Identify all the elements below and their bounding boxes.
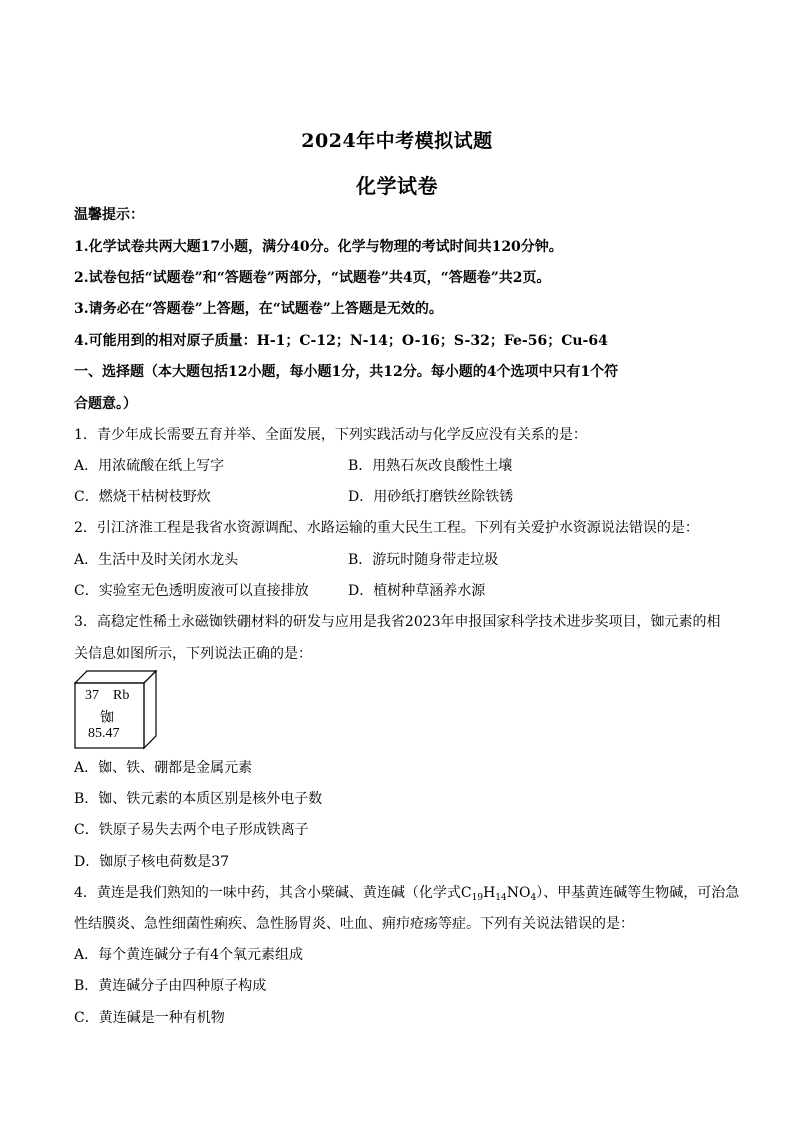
q2-option-d: D．植树种草涵养水源 — [348, 583, 486, 599]
q4-option-a: A．每个黄连碱分子有4个氧元素组成 — [74, 947, 304, 963]
q2-option-b: B．游玩时随身带走垃圾 — [348, 552, 499, 568]
notice-item-1: 1.化学试卷共两大题17小题，满分40分。化学与物理的考试时间共120分钟。 — [74, 239, 563, 255]
q3-option-a: A．铷、铁、硼都是金属元素 — [74, 760, 253, 776]
section-heading-line2: 合题意。） — [74, 396, 137, 412]
q4-formula-sub-h: 14 — [495, 893, 507, 903]
q1-option-a: A．用浓硫酸在纸上写字 — [74, 458, 225, 474]
q4-option-b: B．黄连碱分子由四种原子构成 — [74, 978, 267, 994]
q4-stem-pre: 4．黄连是我们熟知的一味中药，其含小檗碱、黄连碱（化学式C — [74, 885, 472, 901]
q4-formula-sub-c: 19 — [471, 893, 484, 903]
notice-item-3: 3.请务必在“答题卷”上答题，在“试题卷”上答题是无效的。 — [74, 301, 443, 317]
q1-stem: 1．青少年成长需要五育并举、全面发展，下列实践活动与化学反应没有关系的是： — [74, 427, 587, 443]
q1-option-c: C．燃烧干枯树枝野炊 — [74, 489, 211, 505]
q4-formula-sub-o: 4 — [530, 893, 537, 903]
q3-option-b: B．铷、铁元素的本质区别是核外电子数 — [74, 791, 323, 807]
q3-option-d: D．铷原子核电荷数是37 — [74, 854, 230, 870]
element-atomic-number: 37 — [85, 688, 99, 703]
notice-heading: 温馨提示： — [74, 207, 144, 223]
q2-stem: 2．引江济淮工程是我省水资源调配、水路运输的重大民生工程。下列有关爱护水资源说法错误的是： — [74, 520, 699, 536]
q4-formula-no: NO — [506, 885, 531, 901]
q1-option-d: D．用砂纸打磨铁丝除铁锈 — [348, 489, 514, 505]
element-symbol: Rb — [113, 688, 130, 703]
section-heading-line1: 一、选择题（本大题包括12小题，每小题1分，共12分。每小题的4个选项中只有1个符 — [74, 364, 619, 380]
notice-item-2: 2.试卷包括“试题卷”和“答题卷”两部分，“试题卷”共4页，“答题卷”共2页。 — [74, 270, 551, 286]
q4-stem-post: ）、甲基黄连碱等生物碱，可治急 — [536, 885, 740, 901]
q2-option-a: A．生活中及时关闭水龙头 — [74, 552, 239, 568]
page-subtitle: 化学试卷 — [356, 174, 438, 198]
q3-stem-line2: 关信息如图所示，下列说法正确的是： — [74, 646, 312, 662]
q1-option-b: B．用熟石灰改良酸性土壤 — [348, 458, 513, 474]
page-title: 2024年中考模拟试题 — [301, 130, 493, 152]
q3-stem-line1: 3．高稳定性稀土永磁铷铁硼材料的研发与应用是我省2023年申报国家科学技术进步奖项目，铷元素的相 — [74, 614, 721, 630]
q4-stem-line1 — [74, 884, 739, 907]
q4-stem-line2: 性结膜炎、急性细菌性痢疾、急性肠胃炎、吐血、痈疖疮疡等症。下列有关说法错误的是： — [74, 916, 634, 932]
element-name: 铷 — [100, 711, 114, 726]
q4-option-c: C．黄连碱是一种有机物 — [74, 1010, 225, 1026]
q2-option-c: C．实验室无色透明废液可以直接排放 — [74, 583, 309, 599]
q3-option-c: C．铁原子易失去两个电子形成铁离子 — [74, 822, 309, 838]
q4-formula-h: H — [483, 885, 496, 901]
element-tile-rubidium — [74, 670, 164, 750]
element-atomic-mass: 85.47 — [88, 726, 120, 741]
notice-item-4: 4.可能用到的相对原子质量：H-1；C-12；N-14；O-16；S-32；Fe-56；Cu-64 — [74, 333, 608, 349]
